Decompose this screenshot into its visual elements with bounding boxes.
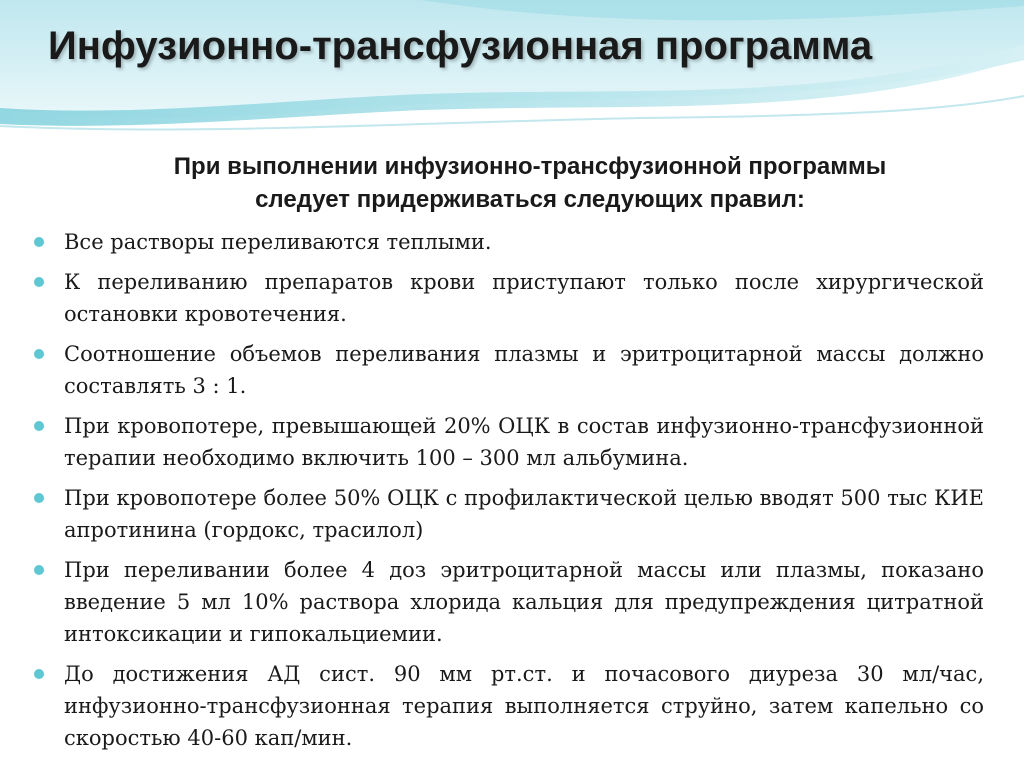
rule-item bbox=[30, 482, 984, 546]
rule-text: К переливанию препаратов крови приступают только после хирургической остановки кровотечения. bbox=[64, 270, 984, 326]
bullet-dot-icon bbox=[34, 237, 44, 247]
rule-item bbox=[30, 554, 984, 650]
slide-title: Инфузионно-трансфузионная программа bbox=[48, 24, 873, 68]
rules-intro-line-2: следует придерживаться следующих правил: bbox=[255, 186, 805, 213]
bullet-dot-icon bbox=[34, 349, 44, 359]
rule-text: При кровопотере более 50% ОЦК с профилактической целью вводят 500 тыс КИЕ апротинина (гордокс, трасилол) bbox=[64, 486, 984, 542]
bullet-dot-icon bbox=[34, 277, 44, 287]
rule-item bbox=[30, 658, 984, 754]
rule-text: При переливании более 4 доз эритроцитарной массы или плазмы, показано введение 5 мл 10% раствора хлорида кальция для предупреждения цитратной интоксикации и гипокальциемии. bbox=[64, 558, 984, 646]
rules-intro-line-1: При выполнении инфузионно-трансфузионной программы bbox=[173, 153, 887, 180]
rules-intro bbox=[60, 150, 1000, 216]
bullet-dot-icon bbox=[34, 565, 44, 575]
rule-item bbox=[30, 338, 984, 402]
rule-text: Соотношение объемов переливания плазмы и эритроцитарной массы должно составлять 3 : 1. bbox=[64, 342, 984, 398]
rule-item bbox=[30, 410, 984, 474]
rule-text: При кровопотере, превышающей 20% ОЦК в состав инфузионно-трансфузионной терапии необходимо включить 100 – 300 мл альбумина. bbox=[64, 414, 984, 470]
bullet-dot-icon bbox=[34, 493, 44, 503]
rules-list bbox=[30, 226, 984, 762]
bullet-dot-icon bbox=[34, 421, 44, 431]
rule-item bbox=[30, 266, 984, 330]
rule-text: Все растворы переливаются теплыми. bbox=[64, 230, 492, 254]
rule-item bbox=[30, 226, 984, 258]
bullet-dot-icon bbox=[34, 669, 44, 679]
rule-text: До достижения АД сист. 90 мм рт.ст. и почасового диуреза 30 мл/час, инфузионно-трансфузионная терапия выполняется струйно, затем капельно со скоростью 40-60 кап/мин. bbox=[64, 662, 984, 750]
